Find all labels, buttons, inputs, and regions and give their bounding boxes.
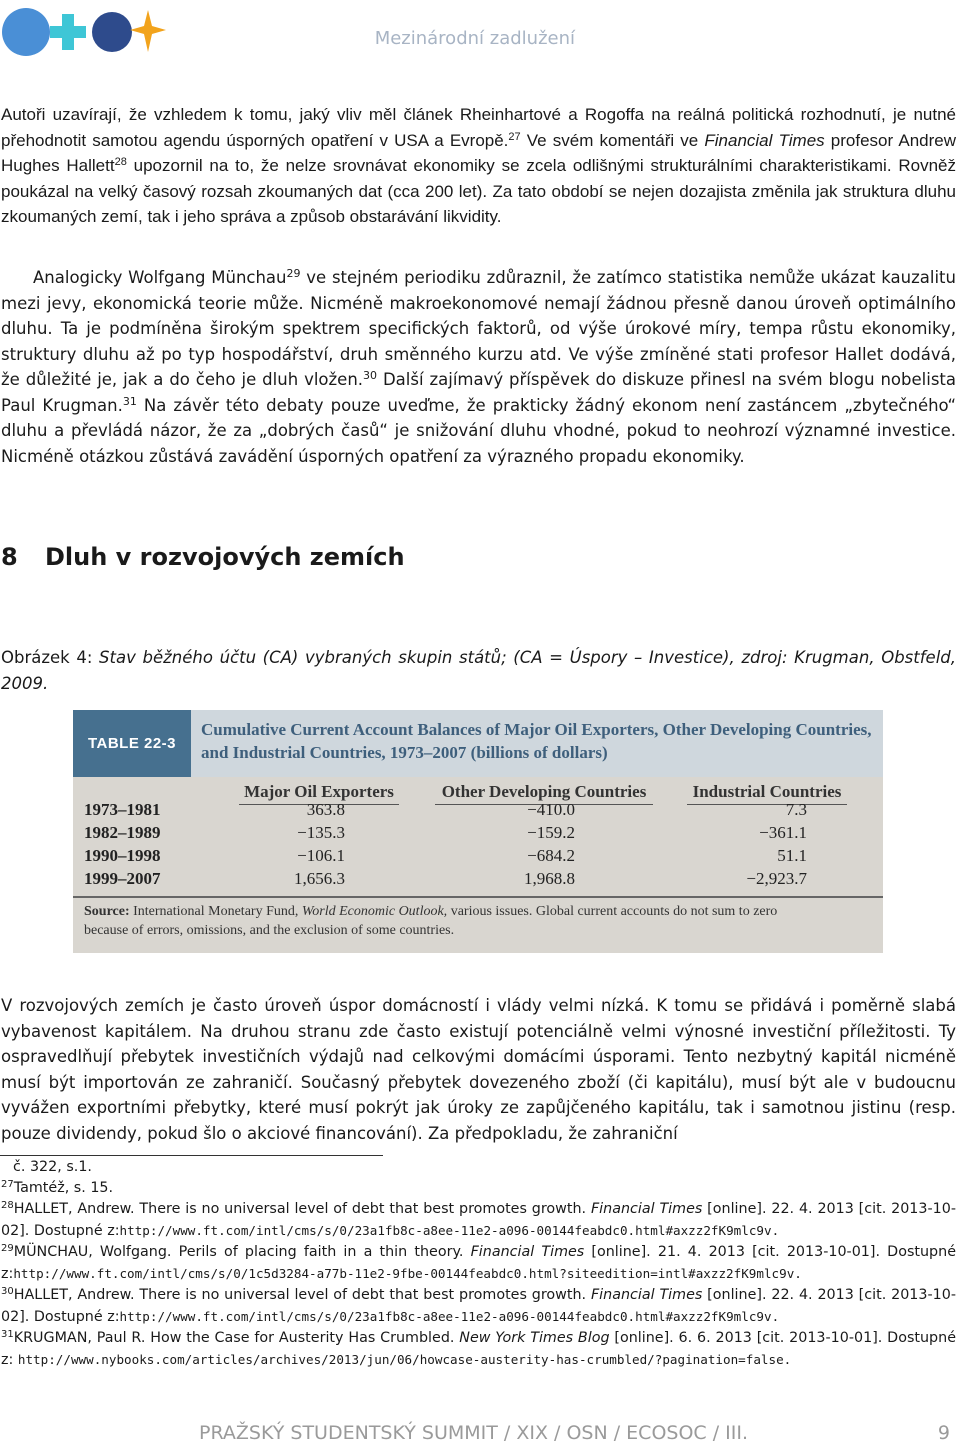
running-title: Mezinárodní zadlužení bbox=[374, 28, 575, 49]
text: Ve svém komentáři ve bbox=[520, 130, 705, 150]
text: MÜNCHAU, Wolfgang. Perils of placing faith in a thin theory. bbox=[13, 1244, 471, 1260]
table-cell: 1,968.8 bbox=[524, 869, 575, 888]
text: ve stejném periodiku zdůraznil, že zatímco statistika nemůže ukázat kauzalitu mezi jevy, ekonomická teorie může. Nicméně makroekonomové nemají žádnou přesně danou úroveň optimálního dluhu. Ta je podmíněna širokým spektrem specifických faktorů, od výše úrokové míry, tempa růstu ekonomiky, struktury dluhu až po typ hospodářství, druh směnného kurzu atd. Ve výše zmíněné stati profesor Hallet dodává, že důležité je, jak a do čeho je dluh vložen. bbox=[1, 268, 956, 389]
text: [online]. 22. 4. 2013 [cit. 2013-10-02]. Dostupné z: bbox=[1, 1201, 956, 1239]
logo-star bbox=[130, 10, 166, 52]
text: HALLET, Andrew. There is no universal level of debt that best promotes growth. bbox=[13, 1287, 591, 1303]
text: [online]. 6. 6. 2013 [cit. 2013-10-01]. Dostupné z: bbox=[1, 1330, 956, 1368]
publication-name: Financial Times bbox=[590, 1201, 703, 1217]
section-heading bbox=[1, 543, 405, 571]
source-label: Source: bbox=[84, 904, 130, 919]
row-label: 1990–1998 bbox=[84, 846, 161, 865]
page-number: 9 bbox=[937, 1422, 950, 1444]
paragraph-2 bbox=[1, 265, 956, 469]
table-cell: 7.3 bbox=[785, 800, 807, 819]
footnote-ref-27[interactable]: 27 bbox=[508, 130, 521, 143]
table-badge: TABLE 22-3 bbox=[73, 710, 191, 777]
figure-caption bbox=[1, 645, 956, 696]
table-header-band bbox=[191, 710, 883, 777]
footnote-link[interactable]: http://www.ft.com/intl/cms/s/0/23a1fb8c-a8ee-11e2-a096-00144feabdc0.html#axzz2fK9mlc9v. bbox=[119, 1309, 780, 1324]
footnote-29 bbox=[1, 1242, 956, 1285]
footnote-number: 30 bbox=[1, 1286, 14, 1297]
text: KRUGMAN, Paul R. How the Case for Austerity Has Crumbled. bbox=[13, 1330, 460, 1346]
table-cell: −410.0 bbox=[527, 800, 575, 819]
publication-name: Financial Times bbox=[470, 1244, 585, 1260]
publication-name: World Economic Outlook, bbox=[301, 904, 448, 919]
publication-name: New York Times Blog bbox=[459, 1330, 610, 1346]
footnote-28 bbox=[1, 1199, 956, 1242]
footnote-link[interactable]: http://www.ft.com/intl/cms/s/0/1c5d3284-a77b-11e2-9fbe-00144feabdc0.html?siteedition=intl#axzz2fK9mlc9v. bbox=[13, 1266, 802, 1281]
table-cell: −361.1 bbox=[759, 823, 807, 842]
column-header-industrial: Industrial Countries bbox=[687, 782, 847, 805]
logo-circle-right bbox=[92, 12, 132, 52]
logo-circle-left bbox=[2, 8, 50, 56]
footnote-30 bbox=[1, 1285, 956, 1328]
row-label: 1982–1989 bbox=[84, 823, 161, 842]
table-cell: −159.2 bbox=[527, 823, 575, 842]
caption-prefix: Obrázek 4: bbox=[1, 648, 100, 667]
footnote-separator bbox=[0, 1155, 383, 1156]
text: [online]. 22. 4. 2013 [cit. 2013-10-02]. Dostupné z: bbox=[1, 1287, 956, 1325]
text: various issues. Global current accounts do not sum to zero because of errors, omissions, and the exclusion of some countries. bbox=[84, 904, 778, 938]
table-cell: 363.8 bbox=[306, 800, 345, 819]
footnote-link[interactable]: http://www.nybooks.com/articles/archives/2013/jun/06/howcase-austerity-has-crumbled/?pagination=false. bbox=[17, 1352, 792, 1367]
table-cell: −2,923.7 bbox=[746, 869, 807, 888]
text: Na závěr této debaty pouze uveďme, že prakticky žádný ekonom není zastáncem „zbytečného“ dluhu a převládá názor, že za „dobrých časů“ je snižování dluhu vhodné, pokud to neohrozí významné investice. Nicméně otázkou zůstává zavádění úsporných opatření za výrazného propadu ekonomiky. bbox=[1, 395, 956, 466]
text: Tamtéž, s. 15. bbox=[13, 1180, 114, 1196]
text: Autoři uzavírají, že vzhledem k tomu, jaký vliv měl článek Rheinhartové a Rogoffa na reálná politická rozhodnutí, je nutné přehodnotit samotou agendu úsporných opatření v USA a Evropě. bbox=[1, 105, 956, 150]
text: Analogicky Wolfgang Münchau bbox=[33, 268, 287, 287]
footnote-31 bbox=[1, 1328, 956, 1371]
logo-cross bbox=[50, 14, 86, 50]
text: č. 322, s.1. bbox=[13, 1159, 92, 1175]
column-header-oil: Major Oil Exporters bbox=[239, 782, 399, 805]
column-header-developing: Other Developing Countries bbox=[435, 782, 653, 805]
paragraph-1 bbox=[1, 102, 956, 230]
footnote-27 bbox=[1, 1178, 956, 1199]
footnote-number: 27 bbox=[1, 1179, 14, 1190]
footnote-number: 28 bbox=[1, 1200, 14, 1211]
publication-name: Financial Times bbox=[704, 130, 825, 150]
page-footer: PRAŽSKÝ STUDENTSKÝ SUMMIT / XIX / OSN / ECOSOC / III. bbox=[199, 1422, 749, 1444]
table-cell: −135.3 bbox=[297, 823, 345, 842]
text: upozornil na to, že nelze srovnávat ekonomiky se zcela odlišnými strukturálními charakteristikami. Rovněž poukázal na velký časový rozsah zkoumaných dat (cca 200 let). Za tato období se nejen dozajista změnila jak struktura dluhu zkoumaných zemí, tak i jeho správa a způsob obstarávání likvidity. bbox=[1, 156, 957, 226]
table-rule bbox=[73, 896, 883, 898]
footnote-number: 31 bbox=[1, 1329, 14, 1340]
paragraph-3: V rozvojových zemích je často úroveň úspor domácností i vlády velmi nízká. K tomu se přidává i poměrně slabá vybavenost kapitálem. Na druhou stranu zde často existují potenciálně velmi výnosné investiční příležitosti. Ty ospravedlňují přebytek investičních výdajů nad celkovými domácími úsporami. Tento nezbytný kapitál nicméně musí být importován ze zahraničí. Současný přebytek dovezeného zboží (či kapitálu), musí být ale v budoucnu vyvážen exportními přebytky, které musí pokrýt jak úroky ze zapůjčeného kapitálu, tak i samotnou jistinu (resp. pouze dividendy, pokud šlo o akciové financování). Za předpokladu, že zahraniční bbox=[1, 996, 956, 1143]
table-title: Cumulative Current Account Balances of Major Oil Exporters, Other Developing Countries, and Industrial Countries, 1973–2007 (billions of dollars) bbox=[201, 720, 872, 762]
text: HALLET, Andrew. There is no universal level of debt that best promotes growth. bbox=[13, 1201, 591, 1217]
text: profesor Andrew Hughes Hallett bbox=[1, 130, 956, 175]
row-label: 1999–2007 bbox=[84, 869, 161, 888]
footnote-link[interactable]: http://www.ft.com/intl/cms/s/0/23a1fb8c-a8ee-11e2-a096-00144feabdc0.html#axzz2fK9mlc9v. bbox=[119, 1223, 780, 1238]
table-figure bbox=[73, 710, 883, 953]
section-number: 8 bbox=[1, 543, 18, 571]
table-source bbox=[84, 902, 804, 940]
row-label: 1973–1981 bbox=[84, 800, 161, 819]
text: International Monetary Fund, bbox=[129, 904, 302, 919]
text: [online]. 21. 4. 2013 [cit. 2013-10-01]. Dostupné z: bbox=[1, 1244, 956, 1282]
caption-text: Stav běžného účtu (CA) vybraných skupin států; (CA = Úspory – Investice), zdroj: Krugman, Obstfeld, 2009. bbox=[1, 648, 956, 693]
footnote-continuation bbox=[1, 1157, 956, 1178]
footnote-ref-29[interactable]: 29 bbox=[286, 267, 301, 280]
footnote-ref-31[interactable]: 31 bbox=[122, 394, 137, 408]
text: Další zajímavý příspěvek do diskuze přinesl na svém blogu nobelista Paul Krugman. bbox=[1, 370, 956, 415]
footnote-ref-28[interactable]: 28 bbox=[114, 156, 127, 168]
footnote-ref-30[interactable]: 30 bbox=[363, 369, 378, 382]
footnote-number: 29 bbox=[1, 1243, 14, 1254]
summit-logo bbox=[0, 0, 170, 70]
table-cell: 51.1 bbox=[777, 846, 807, 865]
section-title: Dluh v rozvojových zemích bbox=[45, 543, 405, 571]
table-cell: −106.1 bbox=[297, 846, 345, 865]
table-cell: 1,656.3 bbox=[294, 869, 345, 888]
footnotes bbox=[1, 1157, 956, 1371]
table-cell: −684.2 bbox=[527, 846, 575, 865]
publication-name: Financial Times bbox=[590, 1287, 703, 1303]
